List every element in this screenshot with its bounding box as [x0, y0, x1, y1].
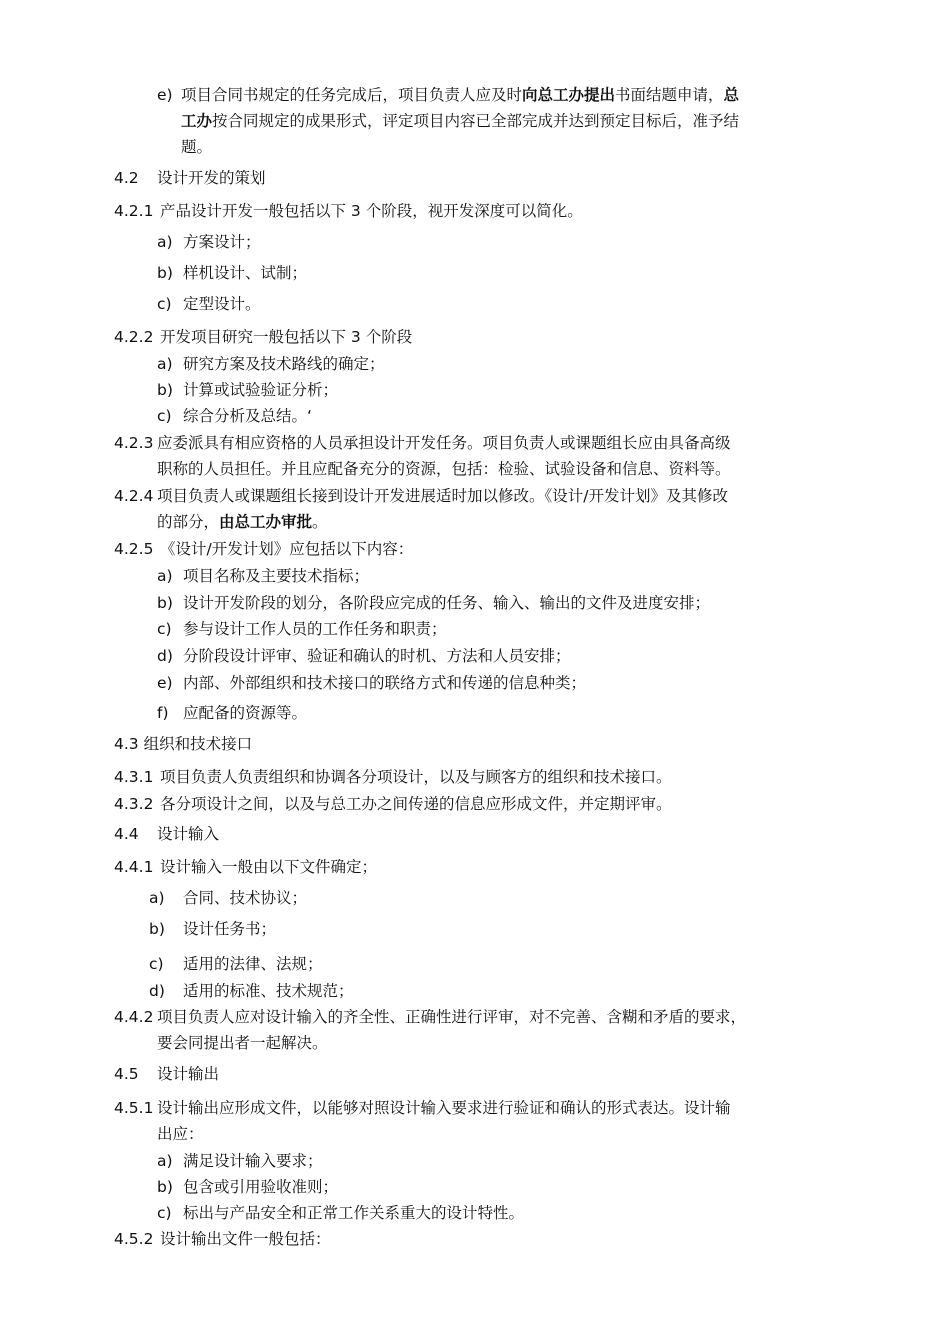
clause-line: 要会同提出者一起解决。: [157, 1034, 328, 1052]
bold-text: 总: [723, 86, 740, 104]
paragraph-line: 题。: [181, 138, 213, 156]
paragraph-line: [181, 85, 739, 105]
clause-number: 4.3.2: [114, 795, 154, 813]
section-title: 设计开发的策划: [157, 169, 266, 187]
clause-text: 各分项设计之间，以及与总工办之间传递的信息应形成文件，并定期评审。: [160, 795, 672, 813]
list-marker: b): [157, 264, 173, 282]
clause-number: 4.2.2: [114, 328, 154, 346]
clause-line: 出应：: [157, 1125, 204, 1143]
clause-number: 4.5.2: [114, 1230, 154, 1248]
list-item: 适用的法律、法规；: [183, 955, 323, 973]
clause-line: 项目负责人应对设计输入的齐全性、正确性进行评审，对不完善、含糊和矛盾的要求，: [157, 1008, 747, 1026]
bold-text: 向总工办提出: [522, 86, 616, 104]
list-item: 计算或试验验证分析；: [183, 381, 339, 399]
list-item: 标出与产品安全和正常工作关系重大的设计特性。: [183, 1204, 525, 1222]
list-item: 包含或引用验收准则；: [183, 1178, 339, 1196]
section-number: 4.4: [114, 825, 139, 843]
text: 按合同规定的成果形式，评定项目内容已全部完成并达到预定目标后，准予结: [212, 112, 740, 130]
list-item: 内部、外部组织和技术接口的联络方式和传递的信息种类；: [183, 674, 587, 692]
list-marker: d): [149, 982, 165, 1000]
text: 项目合同书规定的任务完成后，项目负责人应及时: [181, 86, 523, 104]
list-item: 研究方案及技术路线的确定；: [183, 355, 385, 373]
clause-line: 应委派具有相应资格的人员承担设计开发任务。项目负责人或课题组长应由具备高级: [157, 434, 731, 452]
list-marker: c): [149, 955, 164, 973]
list-item: 项目名称及主要技术指标；: [183, 567, 370, 585]
text: 。: [312, 513, 328, 531]
list-item: 应配备的资源等。: [183, 704, 308, 722]
clause-number: 4.5.1: [114, 1099, 154, 1117]
list-marker: c): [157, 407, 172, 425]
list-marker: e): [157, 86, 173, 104]
clause-number: 4.2.5: [114, 540, 154, 558]
list-item: 方案设计；: [183, 233, 261, 251]
list-marker: c): [157, 620, 172, 638]
clause-line: 设计输出应形成文件，以能够对照设计输入要求进行验证和确认的形式表达。设计输: [157, 1099, 731, 1117]
list-marker: a): [157, 1152, 173, 1170]
clause-number: 4.3.1: [114, 768, 154, 786]
clause-line: 职称的人员担任。并且应配备充分的资源，包括：检验、试验设备和信息、资料等。: [157, 460, 731, 478]
list-marker: a): [157, 233, 173, 251]
bold-text: 工办: [181, 112, 213, 130]
text: 书面结题申请，: [615, 86, 724, 104]
clause-number: 4.2.1: [114, 202, 154, 220]
clause-text: 设计输入一般由以下文件确定；: [160, 858, 378, 876]
section-number: 4.2: [114, 169, 139, 187]
list-item: 满足设计输入要求；: [183, 1152, 323, 1170]
clause-text: 设计输出文件一般包括：: [160, 1230, 331, 1248]
list-marker: e): [157, 674, 173, 692]
list-marker: d): [157, 647, 173, 665]
clause-number: 4.2.4: [114, 487, 154, 505]
list-item: 定型设计。: [183, 295, 261, 313]
list-marker: b): [157, 381, 173, 399]
list-item: 设计任务书；: [183, 920, 277, 938]
list-marker: a): [149, 889, 165, 907]
section-title: 设计输出: [157, 1065, 220, 1083]
list-item: 参与设计工作人员的工作任务和职责；: [183, 620, 447, 638]
section-title: 设计输入: [157, 825, 220, 843]
clause-text: 项目负责人负责组织和协调各分项设计，以及与顾客方的组织和技术接口。: [160, 768, 672, 786]
list-marker: b): [149, 920, 165, 938]
clause-text: 《设计/开发计划》应包括以下内容：: [160, 540, 414, 558]
bold-text: 由总工办审批: [219, 513, 313, 531]
clause-line: 项目负责人或课题组长接到设计开发进展适时加以修改。《设计/开发计划》及其修改: [157, 487, 728, 505]
list-marker: a): [157, 355, 173, 373]
list-marker: b): [157, 594, 173, 612]
list-marker: a): [157, 567, 173, 585]
list-item: 设计开发阶段的划分，各阶段应完成的任务、输入、输出的文件及进度安排；: [183, 594, 711, 612]
clause-number: 4.4.1: [114, 858, 154, 876]
list-marker: b): [157, 1178, 173, 1196]
clause-number: 4.4.2: [114, 1008, 154, 1026]
list-marker: f): [157, 704, 169, 722]
clause-text: 开发项目研究一般包括以下 3 个阶段: [160, 328, 413, 346]
clause-text: 产品设计开发一般包括以下 3 个阶段，视开发深度可以简化。: [160, 202, 583, 220]
section-heading: 4.3 组织和技术接口: [114, 735, 253, 753]
list-marker: c): [157, 295, 172, 313]
section-number: 4.5: [114, 1065, 139, 1083]
list-item: 分阶段设计评审、验证和确认的时机、方法和人员安排；: [183, 647, 571, 665]
clause-number: 4.2.3: [114, 434, 154, 452]
text: 的部分，: [157, 513, 220, 531]
list-item: 综合分析及总结。‘: [183, 407, 312, 425]
list-marker: c): [157, 1204, 172, 1222]
list-item: 合同、技术协议；: [183, 889, 308, 907]
list-item: 样机设计、试制；: [183, 264, 308, 282]
paragraph-line: [181, 111, 739, 131]
list-item: 适用的标准、技术规范；: [183, 982, 354, 1000]
clause-line: [157, 512, 328, 532]
